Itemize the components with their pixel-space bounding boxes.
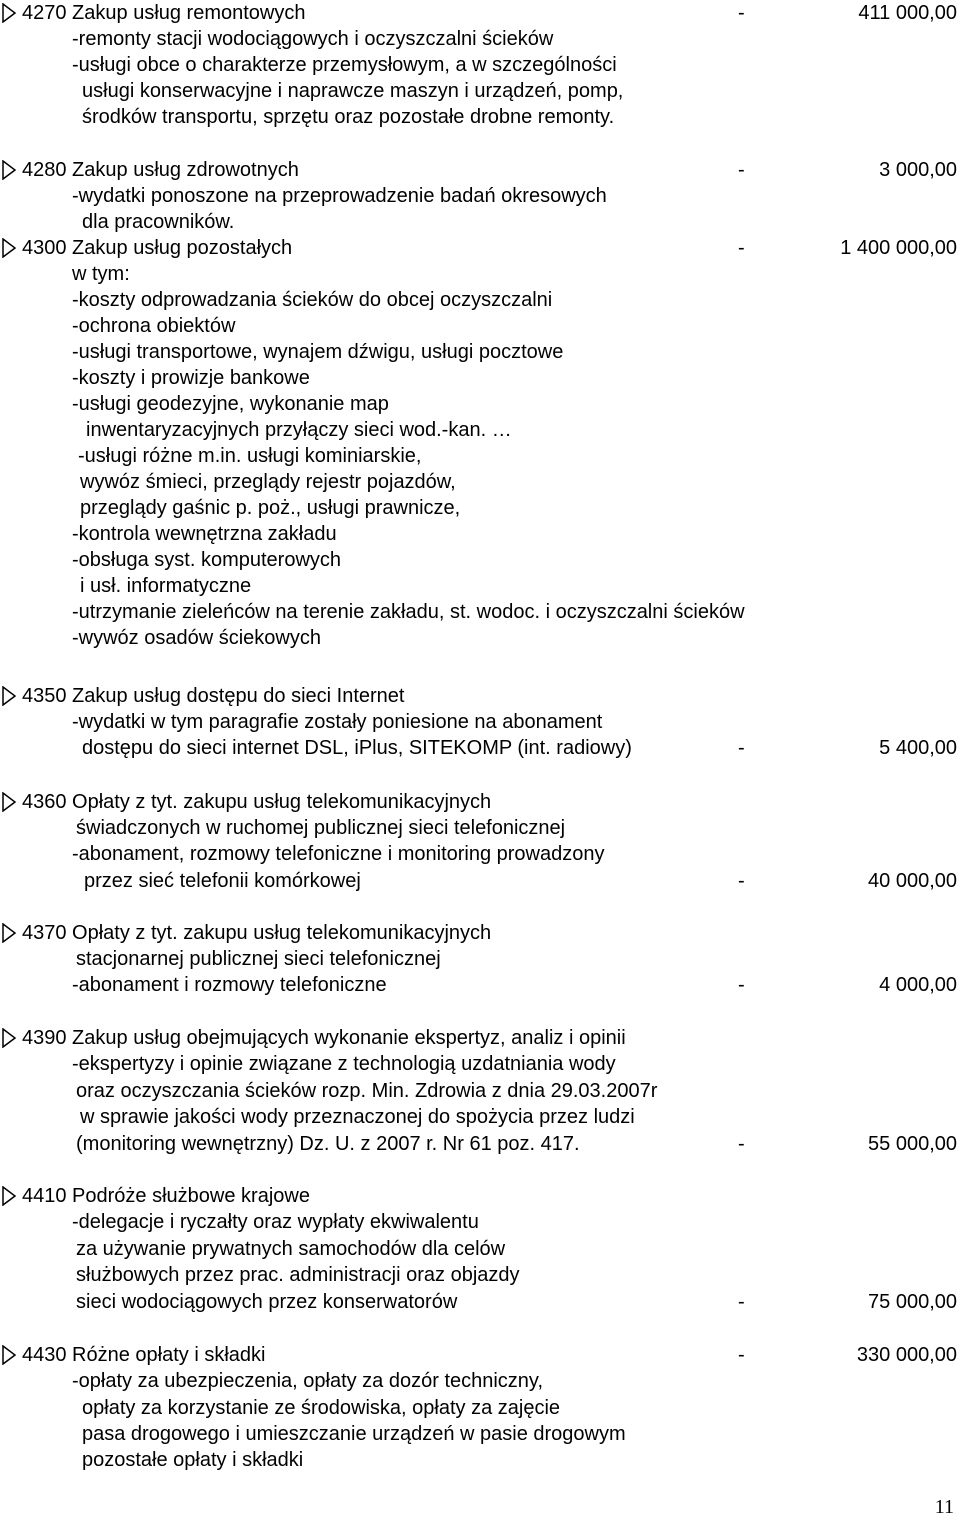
section-line: -abonament, rozmowy telefoniczne i monitoring prowadzony <box>72 843 605 865</box>
section-amount: 55 000,00 <box>868 1133 957 1155</box>
section-heading: 4360 Opłaty z tyt. zakupu usług telekomunikacyjnych <box>22 791 492 813</box>
amount-dash: - <box>738 237 745 259</box>
amount-dash: - <box>738 1344 745 1366</box>
section-line: -ekspertyzy i opinie związane z technologią uzdatniania wody <box>72 1053 616 1075</box>
section-line: -remonty stacji wodociągowych i oczyszczalni ścieków <box>72 28 554 50</box>
section-line: wywóz śmieci, przeglądy rejestr pojazdów, <box>80 471 456 493</box>
arrow-bullet-icon <box>2 1186 16 1206</box>
section-line: -utrzymanie zieleńców na terenie zakładu, st. wodoc. i oczyszczalni ścieków <box>72 601 745 623</box>
section-line: przez sieć telefonii komórkowej <box>84 870 361 892</box>
section-line: -koszty odprowadzania ścieków do obcej oczyszczalni <box>72 289 553 311</box>
section-line: -usługi obce o charakterze przemysłowym, a w szczególności <box>72 54 617 76</box>
amount-dash: - <box>738 974 745 996</box>
section-line: -ochrona obiektów <box>72 315 236 337</box>
section-line: oraz oczyszczania ścieków rozp. Min. Zdrowia z dnia 29.03.2007r <box>76 1080 658 1102</box>
section-line: -obsługa syst. komputerowych <box>72 549 342 571</box>
section-line: -koszty i prowizje bankowe <box>72 367 310 389</box>
section-line: -kontrola wewnętrzna zakładu <box>72 523 337 545</box>
section-amount: 1 400 000,00 <box>840 237 957 259</box>
arrow-bullet-icon <box>2 792 16 812</box>
section-line: pozostałe opłaty i składki <box>82 1449 304 1471</box>
section-line: -wydatki w tym paragrafie zostały poniesione na abonament <box>72 711 603 733</box>
section-amount: 40 000,00 <box>868 870 957 892</box>
section-line: i usł. informatyczne <box>80 575 252 597</box>
arrow-bullet-icon <box>2 238 16 258</box>
section-line: -delegacje i ryczałty oraz wypłaty ekwiwalentu <box>72 1211 479 1233</box>
section-line: świadczonych w ruchomej publicznej sieci telefonicznej <box>76 817 566 839</box>
arrow-bullet-icon <box>2 1028 16 1048</box>
arrow-bullet-icon <box>2 686 16 706</box>
amount-dash: - <box>738 737 745 759</box>
section-amount: 4 000,00 <box>879 974 957 996</box>
section-heading: 4300 Zakup usług pozostałych <box>22 237 293 259</box>
section-line: opłaty za korzystanie ze środowiska, opłaty za zajęcie <box>82 1397 561 1419</box>
amount-dash: - <box>738 1291 745 1313</box>
section-line: -opłaty za ubezpieczenia, opłaty za dozór techniczny, <box>72 1370 544 1392</box>
section-line: stacjonarnej publicznej sieci telefonicznej <box>76 948 441 970</box>
section-line: dla pracowników. <box>82 211 235 233</box>
section-heading: 4280 Zakup usług zdrowotnych <box>22 159 299 181</box>
section-line: -wywóz osadów ściekowych <box>72 627 321 649</box>
section-line: -usługi transportowe, wynajem dźwigu, usługi pocztowe <box>72 341 564 363</box>
section-line: środków transportu, sprzętu oraz pozostałe drobne remonty. <box>82 106 615 128</box>
arrow-bullet-icon <box>2 3 16 23</box>
section-heading: 4390 Zakup usług obejmujących wykonanie ekspertyz, analiz i opinii <box>22 1027 626 1049</box>
section-amount: 3 000,00 <box>879 159 957 181</box>
section-line: dostępu do sieci internet DSL, iPlus, SITEKOMP (int. radiowy) <box>82 737 632 759</box>
section-line: przeglądy gaśnic p. poż., usługi prawnicze, <box>80 497 461 519</box>
amount-dash: - <box>738 159 745 181</box>
section-heading: 4350 Zakup usług dostępu do sieci Internet <box>22 685 405 707</box>
amount-dash: - <box>738 1133 745 1155</box>
section-line: usługi konserwacyjne i naprawcze maszyn i urządzeń, pomp, <box>82 80 624 102</box>
amount-dash: - <box>738 870 745 892</box>
arrow-bullet-icon <box>2 923 16 943</box>
section-line: -wydatki ponoszone na przeprowadzenie badań okresowych <box>72 185 607 207</box>
section-line: sieci wodociągowych przez konserwatorów <box>76 1291 458 1313</box>
section-amount: 330 000,00 <box>856 1344 957 1366</box>
section-amount: 75 000,00 <box>868 1291 957 1313</box>
arrow-bullet-icon <box>2 1345 16 1365</box>
section-amount: 411 000,00 <box>858 2 957 24</box>
arrow-bullet-icon <box>2 160 16 180</box>
section-line: służbowych przez prac. administracji oraz objazdy <box>76 1264 520 1286</box>
section-line: pasa drogowego i umieszczanie urządzeń w pasie drogowym <box>82 1423 626 1445</box>
page-number: 11 <box>934 1496 954 1518</box>
section-heading: 4410 Podróże służbowe krajowe <box>22 1185 310 1207</box>
section-line: za używanie prywatnych samochodów dla celów <box>76 1238 506 1260</box>
section-line: w tym: <box>72 263 130 285</box>
section-line: w sprawie jakości wody przeznaczonej do spożycia przez ludzi <box>80 1106 635 1128</box>
section-line: -usługi geodezyjne, wykonanie map <box>72 393 389 415</box>
section-line: (monitoring wewnętrzny) Dz. U. z 2007 r. Nr 61 poz. 417. <box>76 1133 580 1155</box>
section-heading: 4430 Różne opłaty i składki <box>22 1344 266 1366</box>
section-line: inwentaryzacyjnych przyłączy sieci wod.-kan. … <box>86 419 512 441</box>
section-heading: 4370 Opłaty z tyt. zakupu usług telekomunikacyjnych <box>22 922 492 944</box>
amount-dash: - <box>738 2 745 24</box>
section-line: -usługi różne m.in. usługi kominiarskie, <box>78 445 422 467</box>
section-amount: 5 400,00 <box>879 737 957 759</box>
section-line: -abonament i rozmowy telefoniczne <box>72 974 387 996</box>
section-heading: 4270 Zakup usług remontowych <box>22 2 306 24</box>
